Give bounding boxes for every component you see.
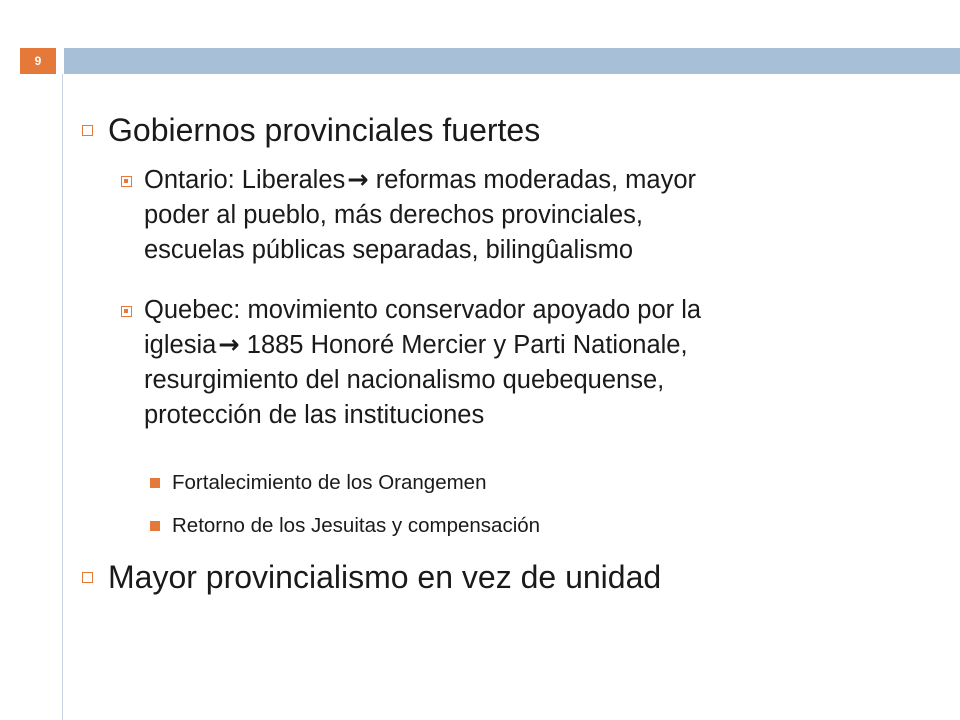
arrow-right-icon: →	[218, 330, 240, 360]
ontario-lead: Ontario: Liberales	[144, 166, 346, 194]
bullet-quebec	[144, 293, 844, 433]
slide-number-text: 9	[34, 54, 42, 68]
ontario-rest: reformas moderadas, mayor	[368, 166, 697, 194]
bullet-gobiernos: Gobiernos provinciales fuertes	[108, 112, 541, 148]
quebec-line-3: resurgimiento del nacionalismo quebequense,	[144, 366, 665, 394]
ontario-line-2: poder al pueblo, más derechos provinciales,	[144, 201, 643, 229]
quebec-line-1: Quebec: movimiento conservador apoyado por la	[144, 296, 702, 324]
bullet-ontario	[144, 163, 844, 268]
ontario-line-3: escuelas públicas separadas, bilingûalismo	[144, 236, 634, 264]
filled-square-bullet-icon	[150, 521, 160, 531]
nested-square-bullet-icon	[121, 176, 132, 187]
bullet-mayor-provincialismo: Mayor provincialismo en vez de unidad	[108, 559, 662, 595]
square-bullet-icon	[82, 125, 93, 136]
quebec-line-2	[144, 328, 844, 363]
square-bullet-icon	[82, 572, 93, 583]
filled-square-bullet-icon	[150, 478, 160, 488]
nested-square-bullet-icon	[121, 306, 132, 317]
quebec-lead: iglesia	[144, 331, 217, 359]
quebec-rest: 1885 Honoré Mercier y Parti Nationale,	[239, 331, 688, 359]
sub-bullet-orangemen: Fortalecimiento de los Orangemen	[172, 471, 487, 494]
sub-bullet-jesuitas: Retorno de los Jesuitas y compensación	[172, 514, 541, 537]
arrow-right-icon: →	[347, 165, 369, 195]
quebec-line-4: protección de las instituciones	[144, 401, 485, 429]
ontario-line-1	[144, 163, 844, 198]
